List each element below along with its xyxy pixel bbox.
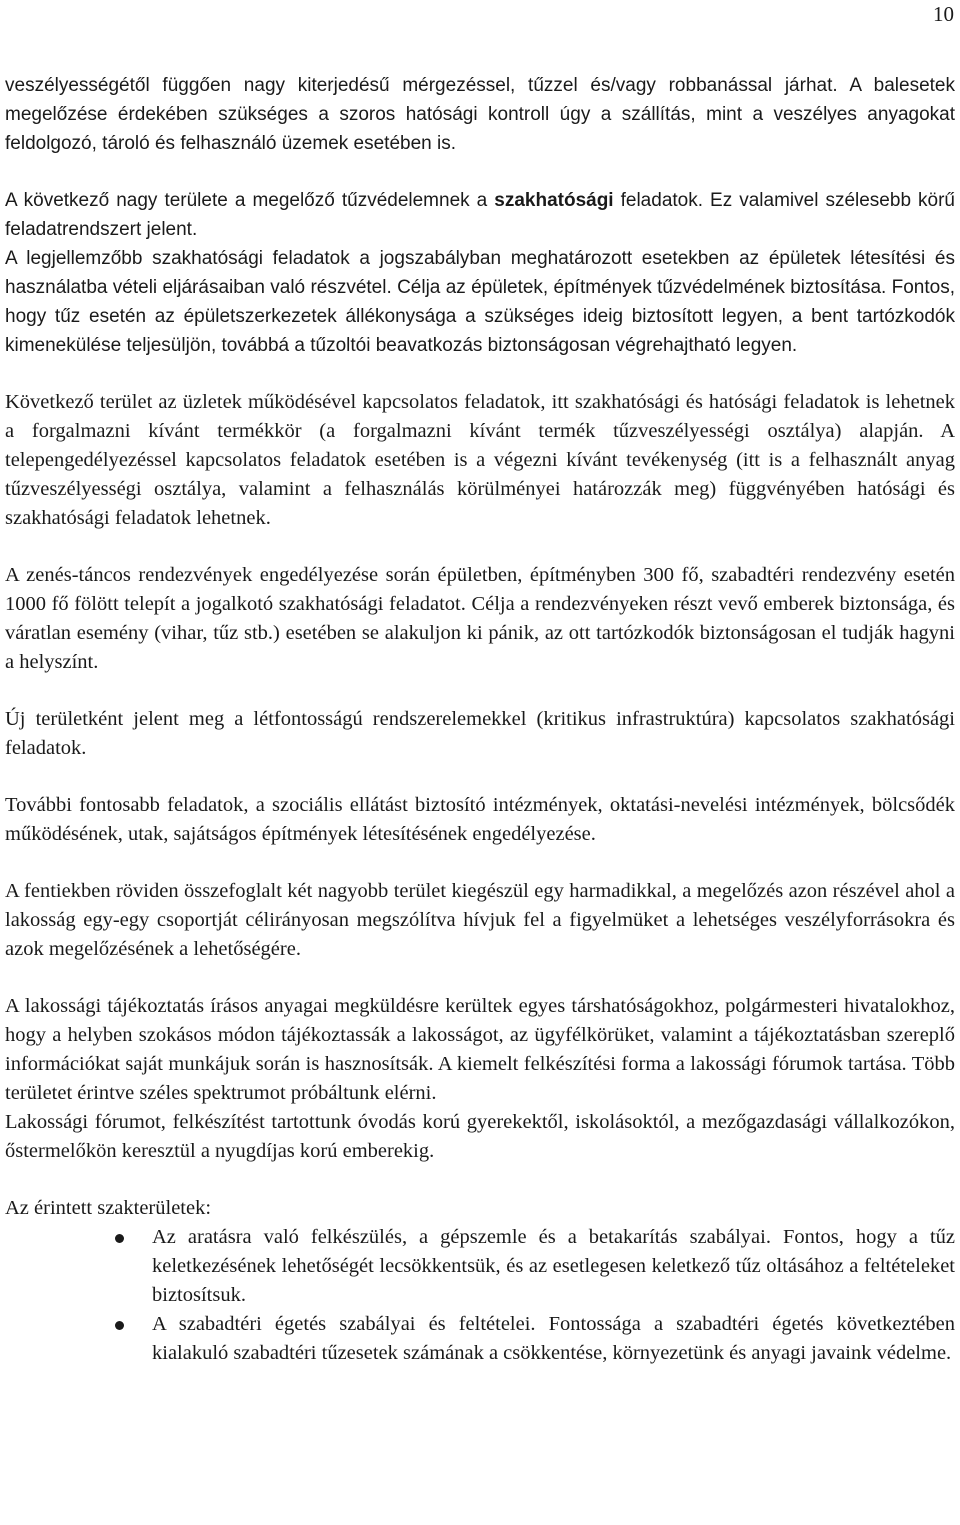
section-heading: Az érintett szakterületek: <box>5 1197 212 1219</box>
list-item-text: A szabadtéri égetés szabályai és feltételei. Fontossága a szabadtéri égetés következtében kialakuló szabadtéri tűzesetek számának a csökkentése, környezetünk és anyagi javaink védelme. <box>152 1313 955 1364</box>
paragraph-prevention-third-area: A fentiekben röviden összefoglalt két nagyobb terület kiegészül egy harmadikkal, a megelőzés azon részével ahol a lakosság egy-egy csoportját célirányosan megszólítva hívjuk fel a figyelmüket a lehetséges veszélyforrásokra és azok megelőzésének a lehetőségére. <box>5 880 955 960</box>
paragraph-other-tasks: További fontosabb feladatok, a szociális ellátást biztosító intézmények, oktatási-nevelési intézmények, bölcsődék működésének, utak, sajátságos építmények létesítésének engedélyezése. <box>5 794 955 845</box>
paragraph-shops-operation: Következő terület az üzletek működésével kapcsolatos feladatok, itt szakhatósági és hatósági feladatok is lehetnek a forgalmazni kívánt termékkör (a forgalmazni kívánt termék tűzveszélyességi osztálya) alapján. A telepengedélyezéssel kapcsolatos feladatok esetében is a végezni kívánt tevékenység (itt is a felhasznált anyag tűzveszélyességi osztálya, valamint a felhasználás körülményei határozzák meg) függvényében hatósági és szakhatósági feladatok lehetnek. <box>5 391 955 529</box>
bullet-icon <box>115 1234 124 1243</box>
paragraph-public-forums: Lakossági fórumot, felkészítést tartottunk óvodás korú gyerekektől, iskolásoktól, a mezőgazdasági vállalkozókon, őstermelőkön keresztül a nyugdíjas korú emberekig. <box>5 1111 955 1162</box>
paragraph-public-information: A lakossági tájékoztatás írásos anyagai megküldésre kerültek egyes társhatóságokhoz, polgármesteri hivatalokhoz, hogy a helyben szokásos módon tájékoztassák a lakosságot, az ügyfélkörüket, valamint a tájékoztatásban szereplő információkat saját munkájuk során is hasznosítsák. A kiemelt felkészítési forma a lakossági fórumok tartása. Több területet érintve széles spektrumot próbáltunk elérni. <box>5 995 955 1104</box>
paragraph-critical-infrastructure: Új területként jelent meg a létfontosságú rendszerelemekkel (kritikus infrastruktúra) kapcsolatos szakhatósági feladatok. <box>5 708 955 759</box>
page-number: 10 <box>933 2 954 26</box>
paragraph-hazardous-materials: veszélyességétől függően nagy kiterjedésű mérgezéssel, tűzzel és/vagy robbanással járhat. A balesetek megelőzése érdekében szükséges a szoros hatósági kontroll úgy a szállítás, mint a veszélyes anyagokat feldolgozó, tároló és felhasználó üzemek esetében is. <box>5 75 955 154</box>
list-item <box>5 1223 955 1310</box>
paragraph-music-dance-events: A zenés-táncos rendezvények engedélyezése során épületben, építményben 300 fő, szabadtéri rendezvény esetén 1000 fő fölött telepít a jogalkotó szakhatósági feladatot. Célja a rendezvényeken részt vevő emberek biztonsága, és váratlan esemény (vihar, tűz stb.) esetében se alakuljon ki pánik, az ott tartózkodók biztonságosan el tudják hagyni a helyszínt. <box>5 564 955 673</box>
list-item <box>5 1310 955 1368</box>
paragraph-building-licensing: A legjellemzőbb szakhatósági feladatok a jogszabályban meghatározott esetekben az épületek létesítési és használatba vételi eljárásaiban való részvétel. Célja az épületek, építmények tűzvédelmének biztosítása. Fontos, hogy tűz esetén az épületszerkezetek állékonysága a szükséges ideig biztosított legyen, a bent tartózkodók kimenekülése teljesüljön, továbbá a tűzoltói beavatkozás biztonságosan végrehajtható legyen. <box>5 248 955 356</box>
document-body <box>5 71 955 1368</box>
bullet-list <box>5 1223 955 1368</box>
paragraph-text: feladatok. Ez valamivel szélesebb körű feladatrendszert jelent. <box>5 190 955 240</box>
bullet-icon <box>115 1321 124 1330</box>
paragraph-specialist-authority-intro <box>5 186 955 244</box>
list-item-text: Az aratásra való felkészülés, a gépszemle és a betakarítás szabályai. Fontos, hogy a tűz keletkezésének lehetőségét lecsökkentsük, és az esetlegesen keletkező tűz oltásához a feltételeket biztosítsuk. <box>152 1226 955 1306</box>
bold-term: szakhatósági <box>494 190 614 211</box>
paragraph-text: A következő nagy területe a megelőző tűzvédelemnek a <box>5 190 495 211</box>
